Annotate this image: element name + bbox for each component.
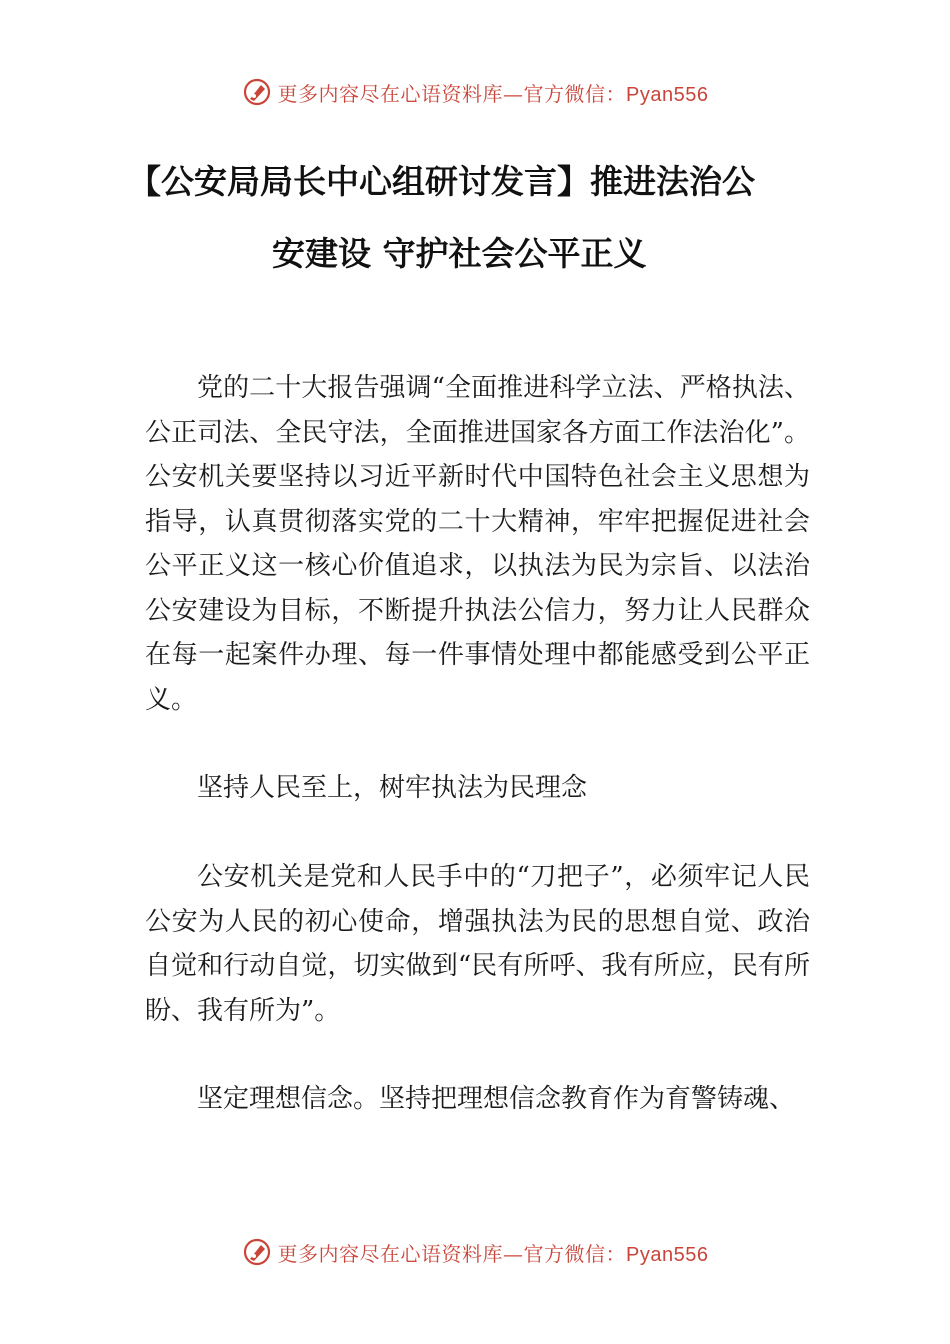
watermark-text: 更多内容尽在心语资料库—官方微信：Pyan556 — [277, 81, 709, 106]
body-paragraph-intro: 党的二十大报告强调“全面推进科学立法、严格执法、公正司法、全民守法，全面推进国家各方面工作法治化”。公安机关要坚持以习近平新时代中国特色社会主义思想为指导，认真贯彻落实党的二十大精神，牢牢把握促进社会公平正义这一核心价值追求，以执法为民为宗旨、以法治公安建设为目标，不断提升执法公信力，努力让人民群众在每一起案件办理、每一件事情处理中都能感受到公平正义。 — [145, 373, 810, 715]
body-paragraph-ideals: 坚定理想信念。坚持把理想信念教育作为育警铸魂、 — [197, 1084, 796, 1114]
pen-nib-logo-icon — [242, 1237, 272, 1267]
pen-nib-logo-icon — [242, 77, 272, 107]
page-title-line-2: 安建设 守护社会公平正义 — [272, 234, 647, 273]
page-title-line-1: 【公安局局长中心组研讨发言】推进法治公 — [128, 162, 755, 201]
header-watermark-banner — [0, 72, 950, 112]
wechat-id: Pyan556 — [626, 1243, 709, 1266]
footer-watermark-banner — [0, 1232, 950, 1272]
body-paragraph-role: 公安机关是党和人民手中的“刀把子”，必须牢记人民公安为人民的初心使命，增强执法为民的思想自觉、政治自觉和行动自觉，切实做到“民有所呼、我有所应，民有所盼、我有所为”。 — [145, 862, 810, 1026]
section-heading: 坚持人民至上，树牢执法为民理念 — [197, 773, 588, 803]
watermark-text: 更多内容尽在心语资料库—官方微信：Pyan556 — [277, 1241, 709, 1266]
wechat-id: Pyan556 — [626, 83, 709, 106]
